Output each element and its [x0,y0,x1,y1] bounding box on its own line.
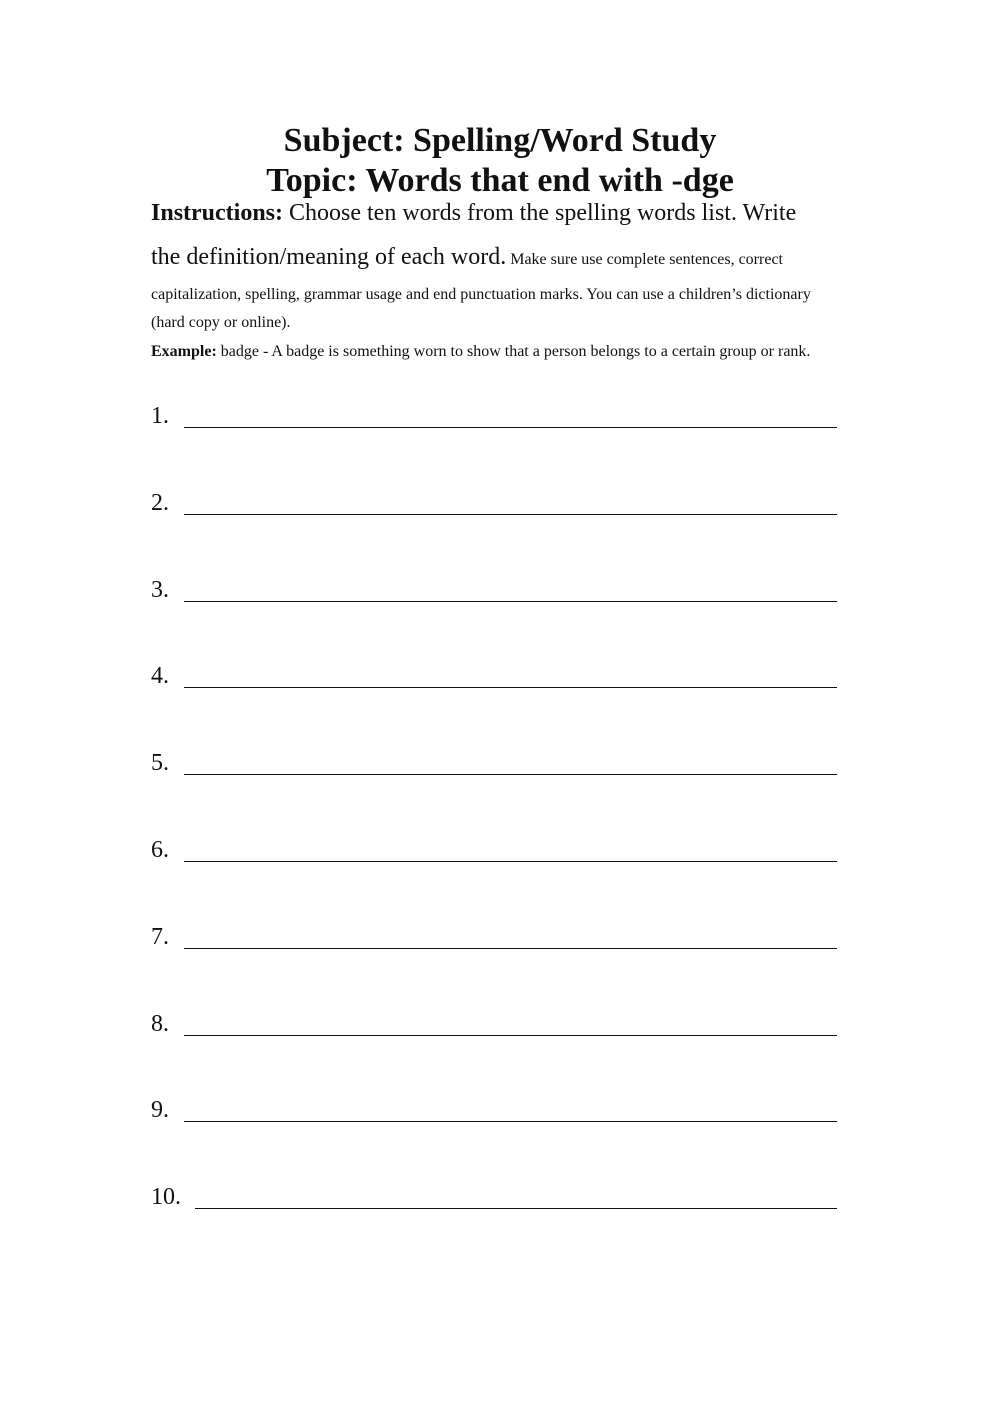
answer-number: 2. [151,490,169,516]
answer-blank-line[interactable] [184,427,837,428]
answer-blank-line[interactable] [184,1121,837,1122]
answer-blank-line[interactable] [184,687,837,688]
answer-blank-line[interactable] [195,1208,837,1209]
example-text: badge - A badge is something worn to show that a person belongs to a certain group or rank. [216,343,811,360]
answer-row-3 [151,570,841,606]
answer-number: 3. [151,577,169,603]
answer-blank-line[interactable] [184,948,837,949]
instructions-line-1 [151,199,796,227]
answer-number: 6. [151,837,169,863]
instructions-text-2-small: Make sure use complete sentences, correct [506,251,783,268]
instructions-line-3: capitalization, spelling, grammar usage and end punctuation marks. You can use a children’s dictionary [151,286,811,303]
answer-row-1 [151,396,841,432]
answer-row-7 [151,917,841,953]
answer-blank-line[interactable] [184,514,837,515]
answer-blank-line[interactable] [184,861,837,862]
instructions-label: Instructions: [151,200,284,226]
answer-row-5 [151,743,841,779]
answer-row-4 [151,656,841,692]
answer-blank-line[interactable] [184,601,837,602]
answer-number: 5. [151,750,169,776]
answer-blank-line[interactable] [184,1035,837,1036]
answer-number: 4. [151,663,169,689]
answer-number: 1. [151,403,169,429]
instructions-line-2 [151,243,783,271]
answer-number: 9. [151,1097,169,1123]
answer-row-9 [151,1090,841,1126]
answer-row-10 [151,1177,841,1213]
subject-title: Subject: Spelling/Word Study [283,122,717,159]
answer-number: 10. [151,1184,181,1210]
topic-title: Topic: Words that end with -dge [266,162,734,199]
answer-blank-line[interactable] [184,774,837,775]
answer-row-6 [151,830,841,866]
answer-number: 8. [151,1011,169,1037]
example-label: Example: [151,343,217,360]
answer-number: 7. [151,924,169,950]
instructions-text-1: Choose ten words from the spelling words list. Write [283,200,797,226]
answer-row-2 [151,483,841,519]
instructions-line-4: (hard copy or online). [151,314,291,331]
answer-row-8 [151,1004,841,1040]
instructions-text-2: the definition/meaning of each word. [151,244,507,270]
example-line [151,342,810,362]
